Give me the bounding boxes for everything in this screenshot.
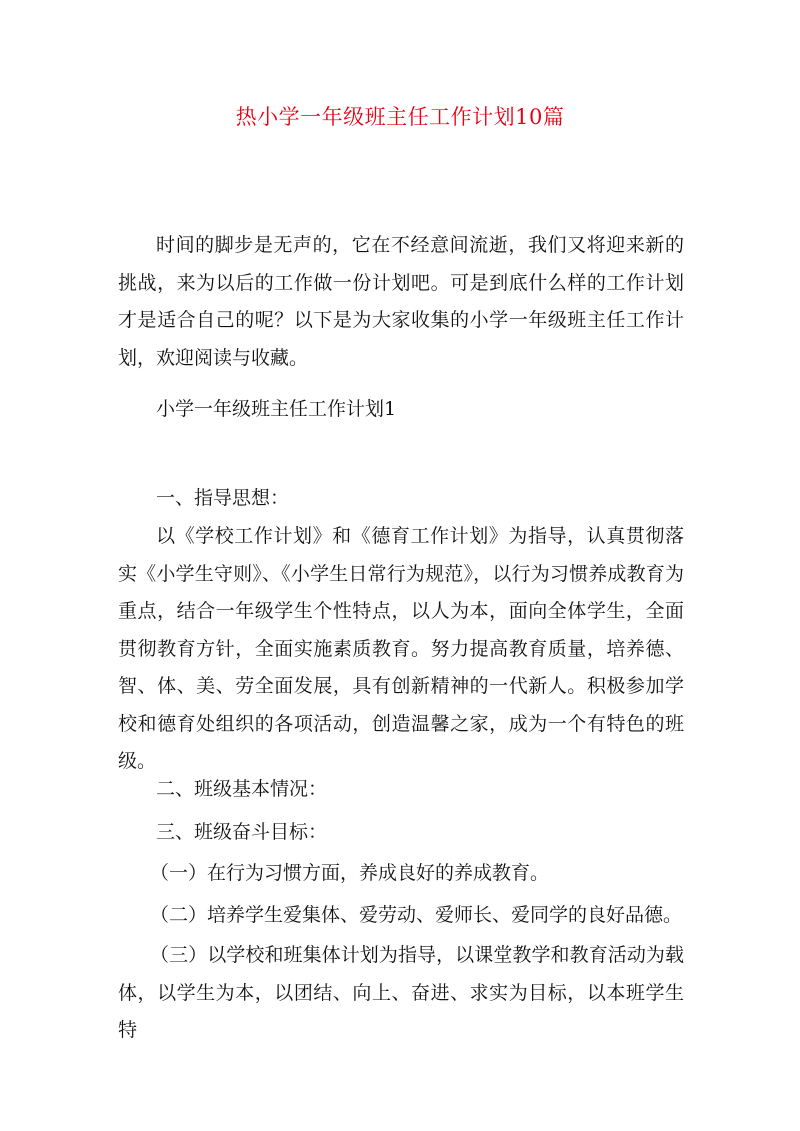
guiding-paragraph: 以《学校工作计划》和《德育工作计划》为指导，认真贯彻落实《小学生守则》、《小学生日常行为规范》，以行为习惯养成教育为重点，结合一年级学生个性特点，以人为本，面向全体学生，全面贯彻教育方针，全面实施素质教育。努力提高教育质量，培养德、智、体、美、劳全面发展，具有创新精神的一代新人。积极参加学校和德育处组织的各项活动，创造温馨之家，成为一个有特色的班级。 (118, 525, 684, 772)
goal-item-1: （一）在行为习惯方面，养成良好的养成教育。 (150, 862, 550, 884)
intro-paragraph: 时间的脚步是无声的，它在不经意间流逝，我们又将迎来新的挑战，来为以后的工作做一份计划吧。可是到底什么样的工作计划才是适合自己的呢？以下是为大家收集的小学一年级班主任工作计划，欢迎阅读与收藏。 (118, 234, 684, 369)
heading-guiding-thought: 一、指导思想： (156, 487, 290, 509)
heading-class-goals: 三、班级奋斗目标： (156, 821, 328, 843)
goal-item-2: （二）培养学生爱集体、爱劳动、爱师长、爱同学的良好品德。 (150, 904, 683, 926)
document-title: 热小学一年级班主任工作计划10篇 (235, 105, 565, 129)
goal-item-3: （三）以学校和班集体计划为指导，以课堂教学和教育活动为载体，以学生为本，以团结、向上、奋进、求实为目标，以本班学生特 (118, 944, 684, 1041)
heading-class-situation: 二、班级基本情况： (156, 778, 328, 800)
section-heading: 小学一年级班主任工作计划1 (156, 398, 397, 420)
